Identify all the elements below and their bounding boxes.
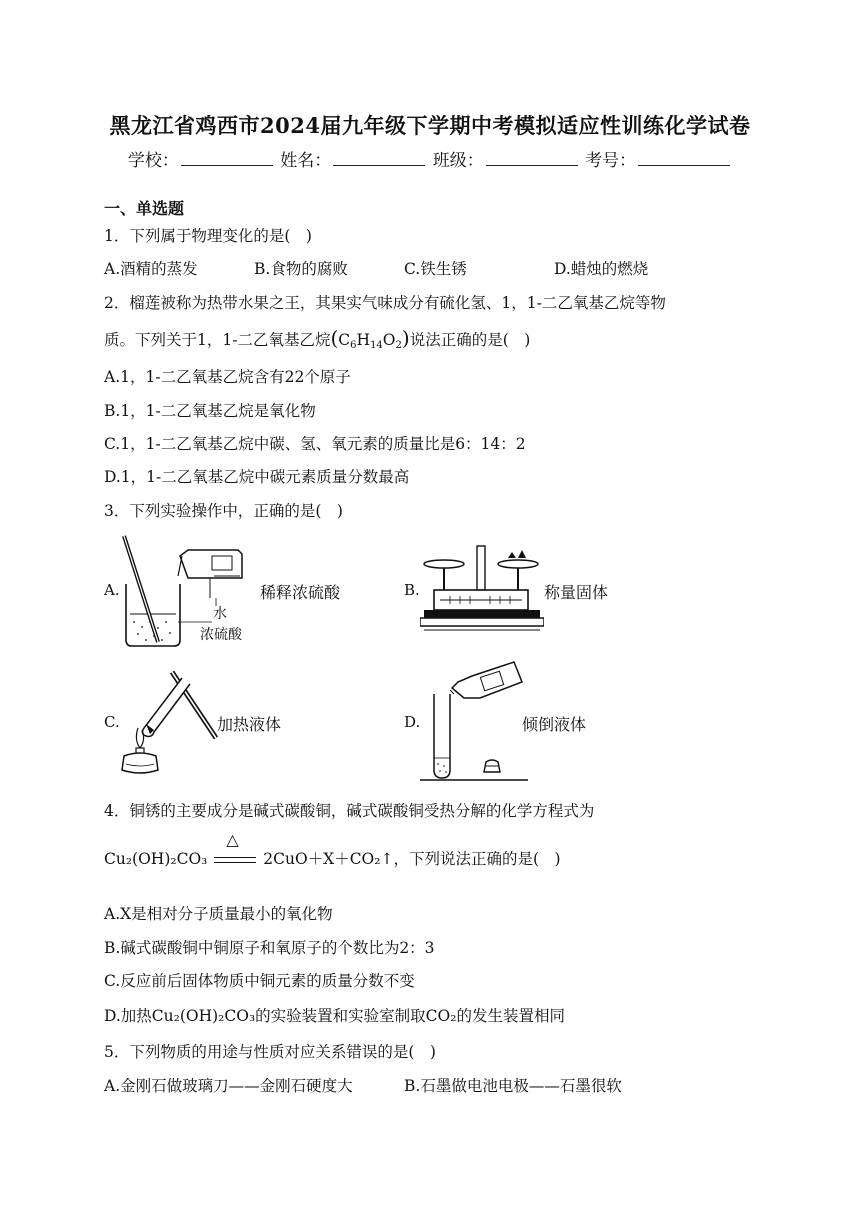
q3-option-a-caption: 稀释浓硫酸 (260, 583, 341, 602)
q5-stem: 5．下列物质的用途与性质对应关系错误的是( ) (104, 1043, 436, 1061)
section-heading: 一、单选题 (104, 199, 185, 218)
q3-stem: 3．下列实验操作中，正确的是( ) (104, 502, 343, 520)
q1-option-c: C.铁生锈 (404, 260, 467, 278)
q2-option-a: A.1，1-二乙氧基乙烷含有22个原子 (104, 368, 351, 386)
water-label: 水 (213, 606, 227, 622)
q4-option-c: C.反应前后固体物质中铜元素的质量分数不变 (104, 972, 415, 990)
q2-stem-pre: 质。下列关于1，1-二乙氧基乙烷 (104, 331, 331, 349)
exam-title: 黑龙江省鸡西市2024届九年级下学期中考模拟适应性训练化学试卷 (109, 113, 751, 138)
formula-o-sub: 2 (395, 340, 402, 351)
q2-stem-line1: 2．榴莲被称为热带水果之王，其果实气味成分有硫化氢、1，1-二乙氧基乙烷等物 (104, 294, 666, 312)
q1-option-d: D.蜡烛的燃烧 (554, 260, 649, 278)
q4-stem-tail: ，下列说法正确的是( ) (393, 850, 561, 868)
formula-c-sub: 6 (350, 340, 357, 351)
q2-option-b: B.1，1-二乙氧基乙烷是氧化物 (104, 402, 316, 420)
formula-open-paren: ( (330, 326, 339, 350)
q4-stem: 4．铜锈的主要成分是碱式碳酸铜，碱式碳酸铜受热分解的化学方程式为 (104, 802, 595, 820)
q4-option-d: D.加热Cu₂(OH)₂CO₃的实验装置和实验室制取CO₂的发生装置相同 (104, 1007, 565, 1025)
equation-products: 2CuO＋X＋CO₂↑ (263, 850, 394, 868)
formula-close-paren: ) (401, 326, 410, 350)
q3-option-b-caption: 称量固体 (544, 583, 609, 602)
q3-option-d-caption: 倾倒液体 (522, 715, 587, 734)
balance-figure (420, 544, 544, 634)
q5-option-b: B.石墨做电池电极——石墨很软 (404, 1077, 622, 1095)
name-label: 姓名： (280, 151, 332, 171)
q4-option-b: B.碱式碳酸铜中铜原子和氧原子的个数比为2：3 (104, 939, 435, 957)
pouring-figure (420, 654, 528, 784)
class-label: 班级： (432, 151, 484, 171)
conc-acid-label: 浓硫酸 (200, 627, 242, 643)
number-label: 考号： (585, 151, 637, 171)
formula-o: O (382, 331, 396, 349)
q2-option-c: C.1，1-二乙氧基乙烷中碳、氢、氧元素的质量比是6：14：2 (104, 435, 526, 453)
q2-stem-line2 (104, 326, 530, 351)
name-blank[interactable] (333, 151, 425, 166)
number-blank[interactable] (638, 151, 730, 166)
q2-option-d: D.1，1-二乙氧基乙烷中碳元素质量分数最高 (104, 468, 410, 486)
q3-option-d-letter: D. (404, 713, 421, 731)
q3-option-c-letter: C. (104, 713, 120, 731)
q1-stem: 1．下列属于物理变化的是( ) (104, 227, 312, 245)
heat-symbol: △ (226, 830, 239, 849)
q3-option-a-letter: A. (104, 581, 120, 599)
equals-line-bottom (214, 862, 256, 863)
school-label: 学校： (127, 151, 179, 171)
heating-figure (116, 668, 220, 776)
q4-option-a: A.X是相对分子质量最小的氧化物 (104, 905, 333, 923)
q5-option-a: A.金刚石做玻璃刀——金刚石硬度大 (104, 1077, 353, 1095)
school-blank[interactable] (181, 151, 273, 166)
student-info-line (0, 146, 860, 171)
q3-option-c-caption: 加热液体 (217, 715, 282, 734)
equation-reactant: Cu₂(OH)₂CO₃ (104, 850, 208, 868)
q1-option-a: A.酒精的蒸发 (104, 260, 198, 278)
q1-option-b: B.食物的腐败 (254, 260, 348, 278)
q4-equation (104, 830, 561, 869)
class-blank[interactable] (486, 151, 578, 166)
formula-h-sub: 14 (370, 340, 383, 351)
formula-c: C (338, 331, 351, 349)
equation-arrow (212, 830, 258, 868)
formula-h: H (356, 331, 371, 349)
q3-option-b-letter: B. (404, 581, 420, 599)
q2-stem-post: 说法正确的是( ) (409, 331, 531, 349)
equals-line-top (214, 857, 256, 858)
